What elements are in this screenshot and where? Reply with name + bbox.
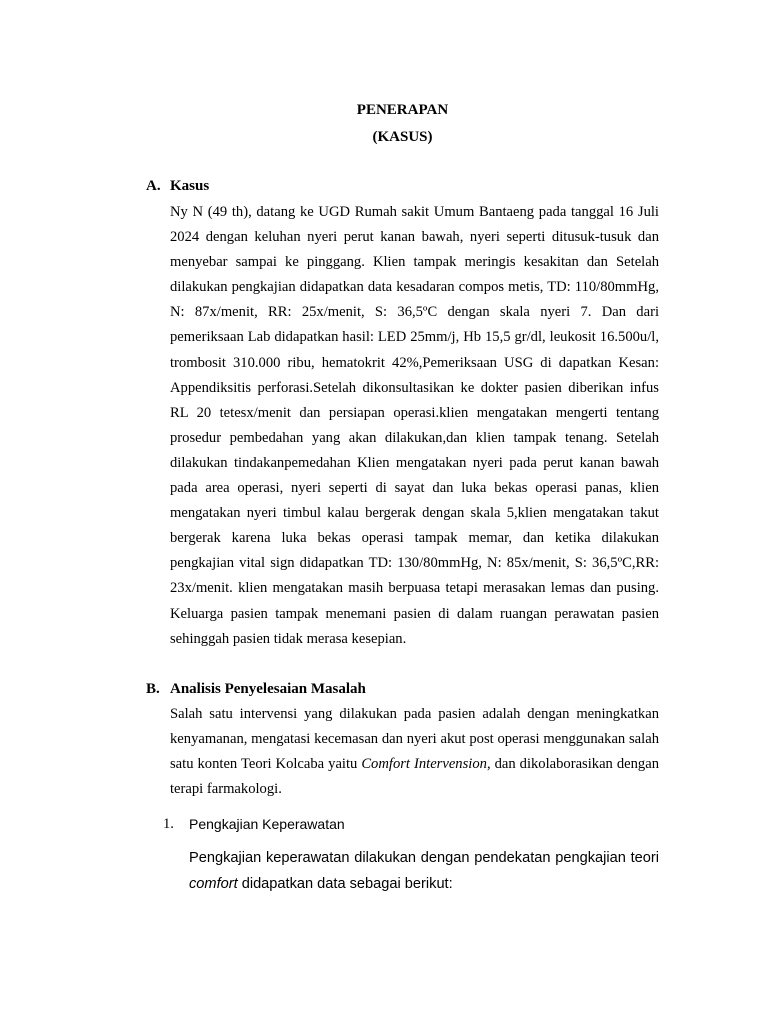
section-b-heading: Analisis Penyelesaian Masalah: [170, 681, 366, 697]
section-b-body-italic: Comfort Intervension: [361, 756, 487, 773]
item-1-number: 1.: [163, 816, 174, 832]
section-b-letter: B.: [146, 681, 160, 697]
section-b-body-text: Salah satu intervensi yang dilakukan pada pasien adalah dengan meningkatkan kenyamanan, mengatasi kecemasan dan nyeri akut post operasi menggunakan salah satu konten Teori Kolcaba yaitu: [170, 706, 659, 773]
item-1-body-italic: comfort: [189, 876, 238, 892]
item-1-heading: Pengkajian Keperawatan: [189, 816, 345, 832]
section-a-body: Ny N (49 th), datang ke UGD Rumah sakit Umum Bantaeng pada tanggal 16 Juli 2024 dengan keluhan nyeri perut kanan bawah, nyeri seperti ditusuk-tusuk dan menyebar sampai ke pinggang. Klien tampak meringis kesakitan dan Setelah dilakukan pengkajian didapatkan data kesadaran compos metis, TD: 110/80mmHg, N: 87x/menit, RR: 25x/menit, S: 36,5ºC dengan skala nyeri 7. Dan dari pemeriksaan Lab didapatkan hasil: LED 25mm/j, Hb 15,5 gr/dl, leukosit 16.500u/l, trombosit 310.000 ribu, hematokrit 42%,Pemeriksaan USG di dapatkan Kesan: Appendiksitis perforasi.Setelah dikonsultasikan ke dokter pasien diberikan infus RL 20 tetesx/menit dan persiapan operasi.klien mengatakan mengerti tentang prosedur pembedahan yang akan dilakukan,dan klien tampak tenang. Setelah dilakukan tindakanpemedahan Klien mengatakan nyeri pada perut kanan bawah pada area operasi, nyeri seperti di sayat dan luka bekas operasi panas, klien mengatakan nyeri timbul kalau bergerak dengan skala 5,klien mengatakan takut bergerak karena luka bekas operasi tampak memar, dan ketika dilakukan pengkajian vital sign didapatkan TD: 130/80mmHg, N: 85x/menit, S: 36,5ºC,RR: 23x/menit. klien mengatakan masih berpuasa tetapi merasakan lemas dan pusing. Keluarga pasien tampak menemani pasien di dalam ruangan perawatan pasien sehinggah pasien tidak merasa kesepian.: [170, 204, 659, 647]
item-1-body: [189, 845, 659, 897]
document-title: PENERAPAN: [356, 102, 449, 118]
section-b-body-text-end: , dan dikolaborasikan dengan terapi farmakologi.: [170, 756, 659, 798]
item-1-body-text: Pengkajian keperawatan dilakukan dengan pendekatan pengkajian teori: [189, 850, 659, 866]
item-1-body-text-end: didapatkan data sebagai berikut:: [237, 876, 453, 892]
section-a-heading: Kasus: [170, 178, 210, 194]
section-a-letter: A.: [146, 178, 161, 194]
section-b-body: [170, 702, 659, 802]
document-subtitle: (KASUS): [372, 129, 433, 145]
